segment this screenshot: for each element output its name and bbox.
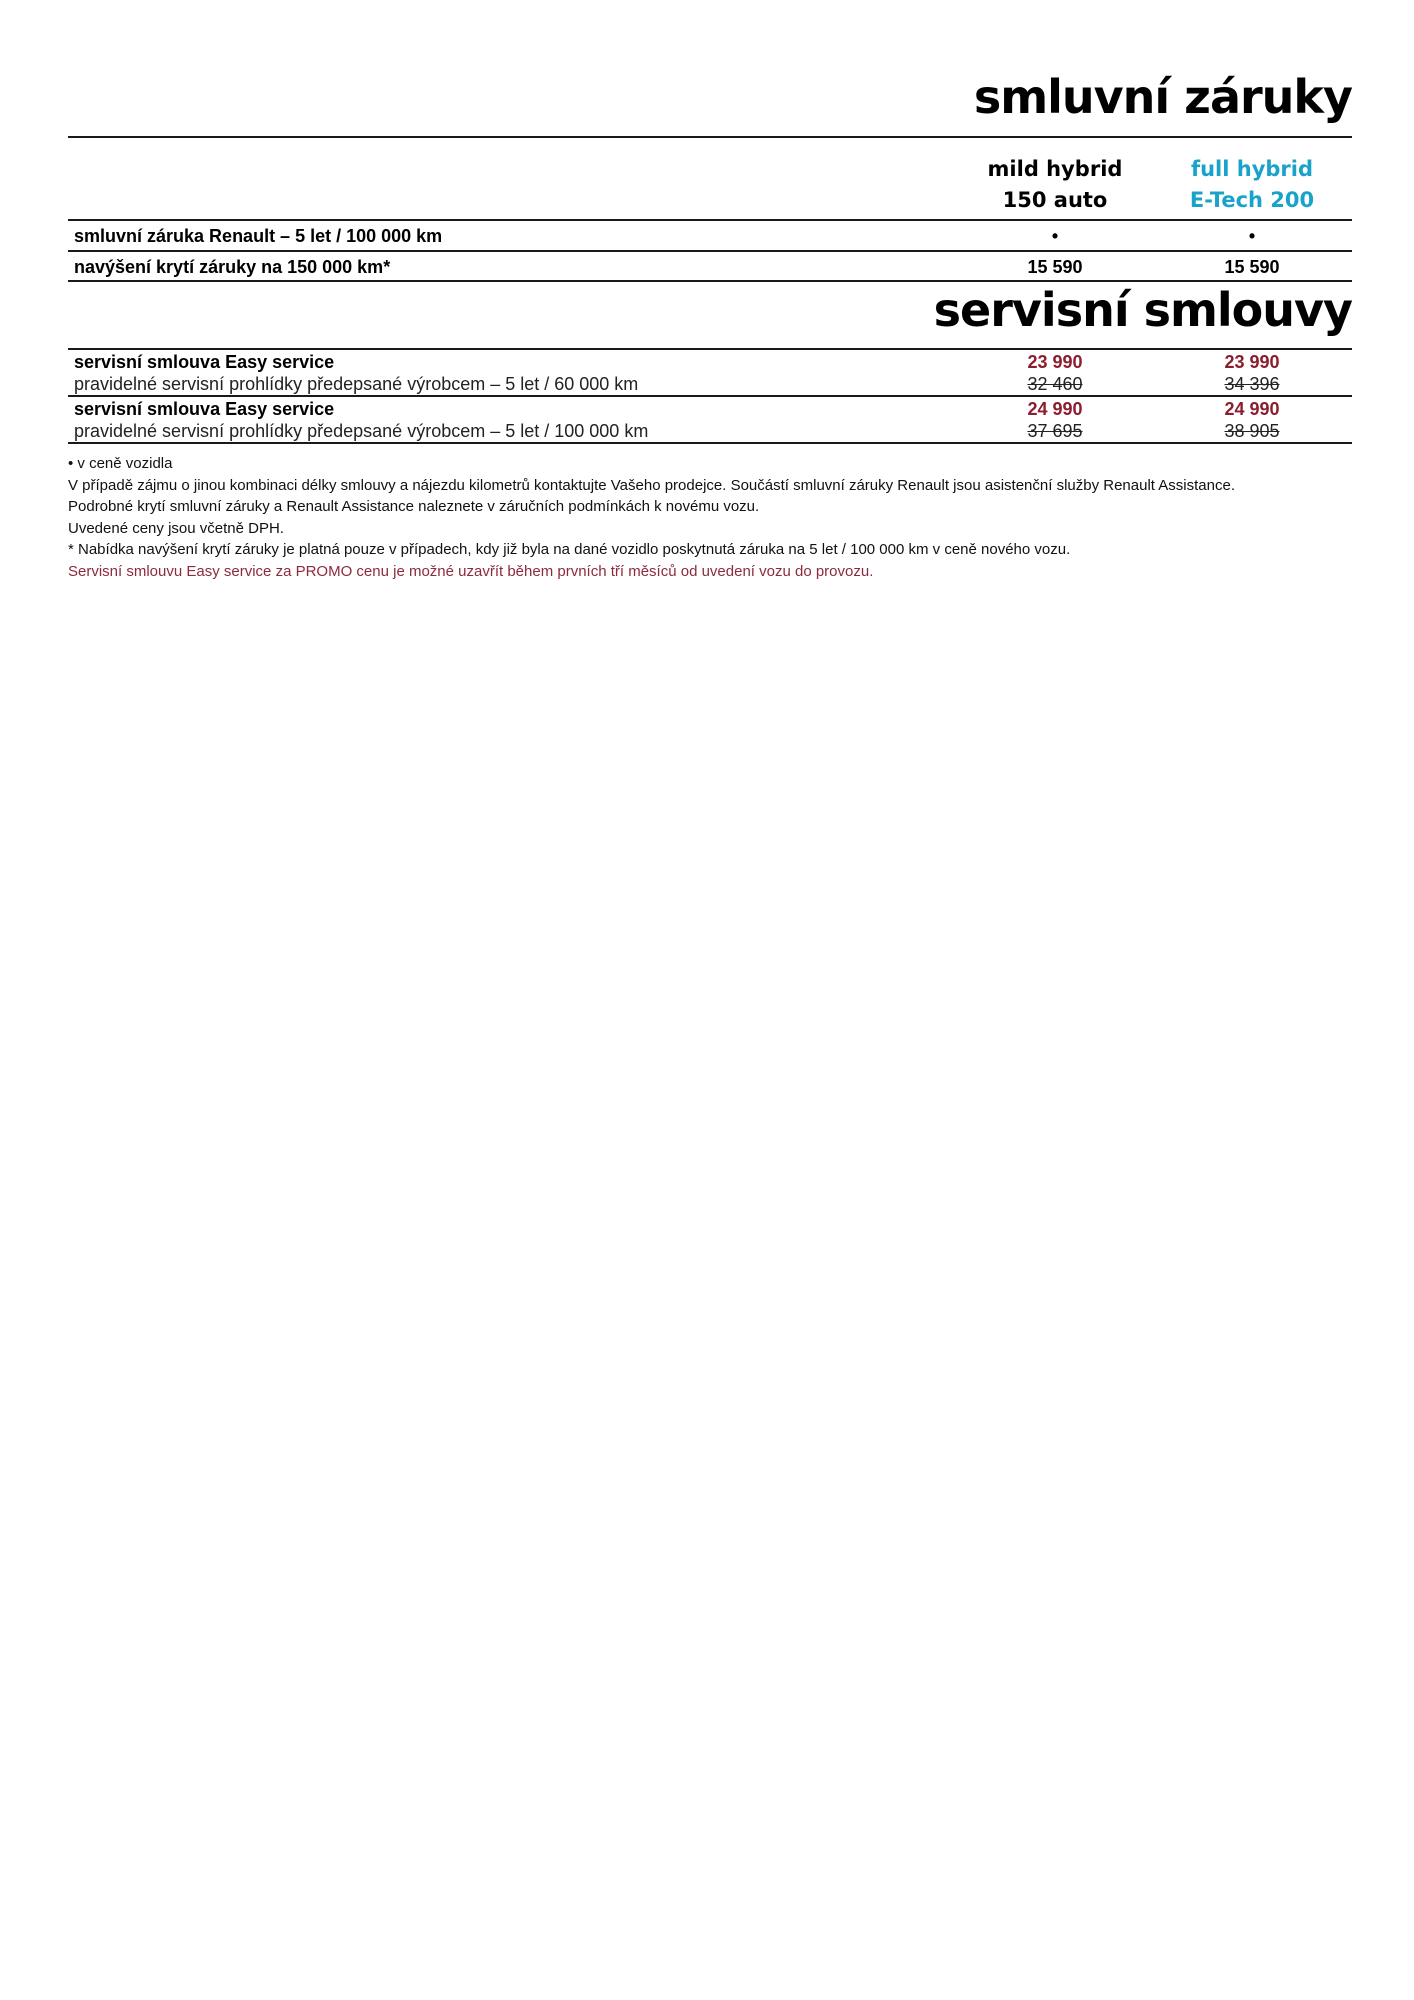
table-row [68,351,1352,397]
column-header-line: 150 auto [1002,188,1108,212]
row-label: navýšení krytí záruky na 150 000 km* [74,257,391,277]
warranty-heading: smluvní záruky [973,70,1352,124]
row-label: smluvní záruka Renault – 5 let / 100 000 km [74,226,443,246]
table-row [68,398,1352,444]
original-price: 38 905 [1224,421,1280,441]
promo-price: 24 990 [1027,399,1083,419]
divider [68,280,1352,282]
service-description: pravidelné servisní prohlídky předepsané výrobcem – 5 let / 60 000 km [74,374,639,394]
original-price: 37 695 [1027,421,1083,441]
column-header-line: full hybrid [1190,157,1314,181]
cell-value: 15 590 [1224,257,1280,277]
original-price: 32 460 [1027,374,1083,394]
original-price: 34 396 [1224,374,1280,394]
service-description: pravidelné servisní prohlídky předepsané výrobcem – 5 let / 100 000 km [74,421,649,441]
promo-price: 24 990 [1224,399,1280,419]
footnote: • v ceně vozidla [68,455,173,472]
footnote: Uvedené ceny jsou včetně DPH. [68,519,284,537]
service-name: servisní smlouva Easy service [74,399,335,419]
footnote: V případě zájmu o jinou kombinaci délky smlouvy a nájezdu kilometrů kontaktujte Vašeho prodejce. Součástí smluvní záruky Renault jsou asistenční služby Renault Assistance. [68,476,1235,494]
cell-value: 15 590 [1027,257,1083,277]
column-header-line: E-Tech 200 [1189,188,1315,212]
column-header-full-hybrid [1152,154,1352,216]
table-row [68,252,1352,282]
footnote: Podrobné krytí smluvní záruky a Renault Assistance naleznete v záručních podmínkách k novému vozu. [68,498,760,515]
service-heading: servisní smlouvy [933,283,1352,337]
service-name: servisní smlouva Easy service [74,352,335,372]
divider [68,136,1352,138]
divider [68,442,1352,444]
promo-price: 23 990 [1224,352,1280,372]
divider [68,395,1352,397]
cell-value: • [1248,226,1256,246]
table-row [68,221,1352,251]
promo-price: 23 990 [1027,352,1083,372]
footnotes [68,453,1352,582]
promo-footnote: Servisní smlouvu Easy service za PROMO cenu je možné uzavřít během prvních tří měsíců od uvedení vozu do provozu. [68,562,874,580]
footnote: * Nabídka navýšení krytí záruky je platná pouze v případech, kdy již byla na dané vozidlo poskytnutá záruka na 5 let / 100 000 km v ceně nového vozu. [68,541,1071,558]
column-header-mild-hybrid [955,154,1155,216]
cell-value: • [1051,226,1059,246]
column-header-line: mild hybrid [987,157,1123,181]
divider [68,348,1352,350]
